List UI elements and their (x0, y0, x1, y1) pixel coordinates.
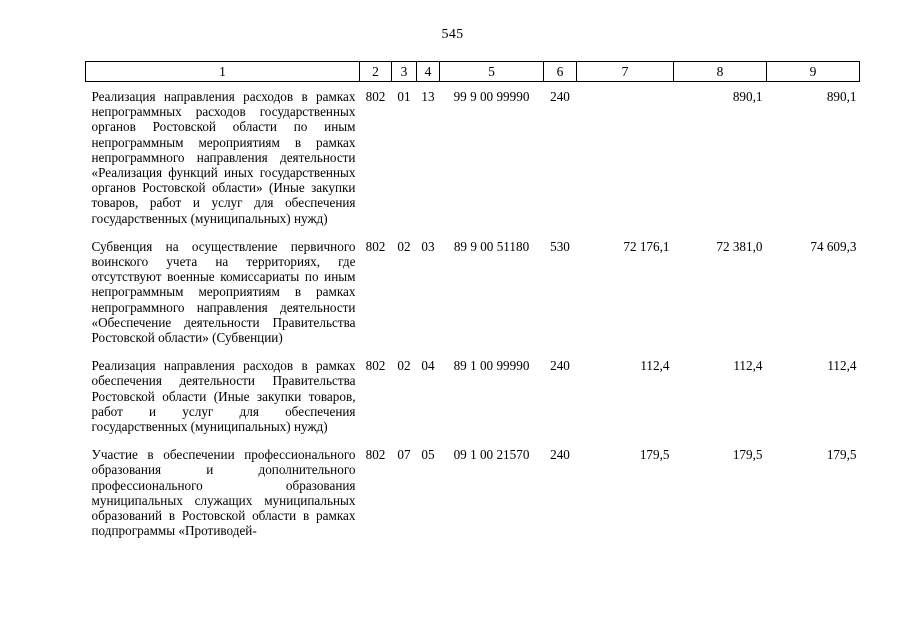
row-description: Субвенция на осуществление первичного воинского учета на территориях, где отсутствуют военные комиссариаты по иным непрограммным мероприятиям в рамках непрограммного направления деятельности «Обеспечение деятельности Правительства Ростовской области» (Субвенции) (91, 238, 356, 346)
table-row (86, 232, 860, 351)
row-ministry-code: 802 (365, 358, 386, 374)
row-amount-col8: 72 381,0 (716, 238, 763, 254)
row-description: Реализация направления расходов в рамках непрограммных расходов государственных органов Ростовской области по иным непрограммным мероприятиям в рамках непрограммного направления деятельности «Реализация функций иных государственных органов Ростовской области» (Иные закупки товаров, работ и услуг для обеспечения государственных (муниципальных) нужд) (91, 89, 356, 226)
row-amount-col9: 890,1 (826, 89, 857, 104)
row-amount-col9: 74 609,3 (810, 238, 857, 254)
header-col-2: 2 (360, 62, 392, 82)
row-subsection-code: 03 (421, 238, 435, 254)
row-amount-col7 (577, 82, 674, 232)
table-row (86, 351, 860, 440)
header-col-5: 5 (440, 62, 544, 82)
row-section-code: 02 (397, 358, 411, 374)
header-col-9: 9 (767, 62, 860, 82)
row-amount-col7: 72 176,1 (623, 238, 670, 254)
table-header (86, 62, 860, 82)
row-amount-col7: 112,4 (640, 358, 670, 374)
page-number: 545 (441, 27, 464, 42)
table-body (86, 82, 860, 545)
header-col-6: 6 (544, 62, 577, 82)
row-ministry-code: 802 (365, 238, 386, 254)
header-col-1: 1 (86, 62, 360, 82)
row-section-code: 07 (397, 447, 411, 463)
row-section-code: 02 (397, 238, 411, 254)
table-row (86, 82, 860, 232)
row-target-article: 99 9 00 99990 (453, 89, 530, 104)
row-expense-type: 240 (550, 358, 570, 374)
header-col-3: 3 (392, 62, 417, 82)
row-description: Участие в обеспечении профессионального образования и дополнительного профессионального образования муниципальных служащих муниципальных образований в Ростовской области в рамках подпрограммы «Противодей- (91, 447, 356, 539)
row-ministry-code: 802 (365, 89, 386, 104)
row-amount-col7: 179,5 (639, 447, 670, 463)
row-expense-type: 530 (550, 238, 570, 254)
row-subsection-code: 04 (421, 358, 435, 374)
row-section-code: 01 (397, 89, 411, 104)
table-row (86, 440, 860, 544)
row-expense-type: 240 (550, 447, 570, 463)
row-subsection-code: 13 (421, 89, 435, 104)
row-amount-col9: 112,4 (827, 358, 857, 374)
header-row (86, 62, 860, 82)
budget-table (85, 61, 860, 544)
row-target-article: 09 1 00 21570 (453, 447, 530, 463)
row-description: Реализация направления расходов в рамках обеспечения деятельности Правительства Ростовской области (Иные закупки товаров, работ и услуг для обеспечения государственных (муниципальных) нужд) (91, 358, 356, 435)
row-ministry-code: 802 (365, 447, 386, 463)
header-col-7: 7 (577, 62, 674, 82)
header-col-4: 4 (417, 62, 440, 82)
row-expense-type: 240 (550, 89, 570, 104)
header-col-8: 8 (674, 62, 767, 82)
row-target-article: 89 1 00 99990 (453, 358, 530, 374)
row-target-article: 89 9 00 51180 (453, 238, 530, 254)
row-amount-col9: 179,5 (826, 447, 857, 463)
row-subsection-code: 05 (421, 447, 435, 463)
row-amount-col8: 179,5 (732, 447, 763, 463)
row-amount-col8: 112,4 (733, 358, 763, 374)
row-amount-col8: 890,1 (732, 89, 763, 104)
